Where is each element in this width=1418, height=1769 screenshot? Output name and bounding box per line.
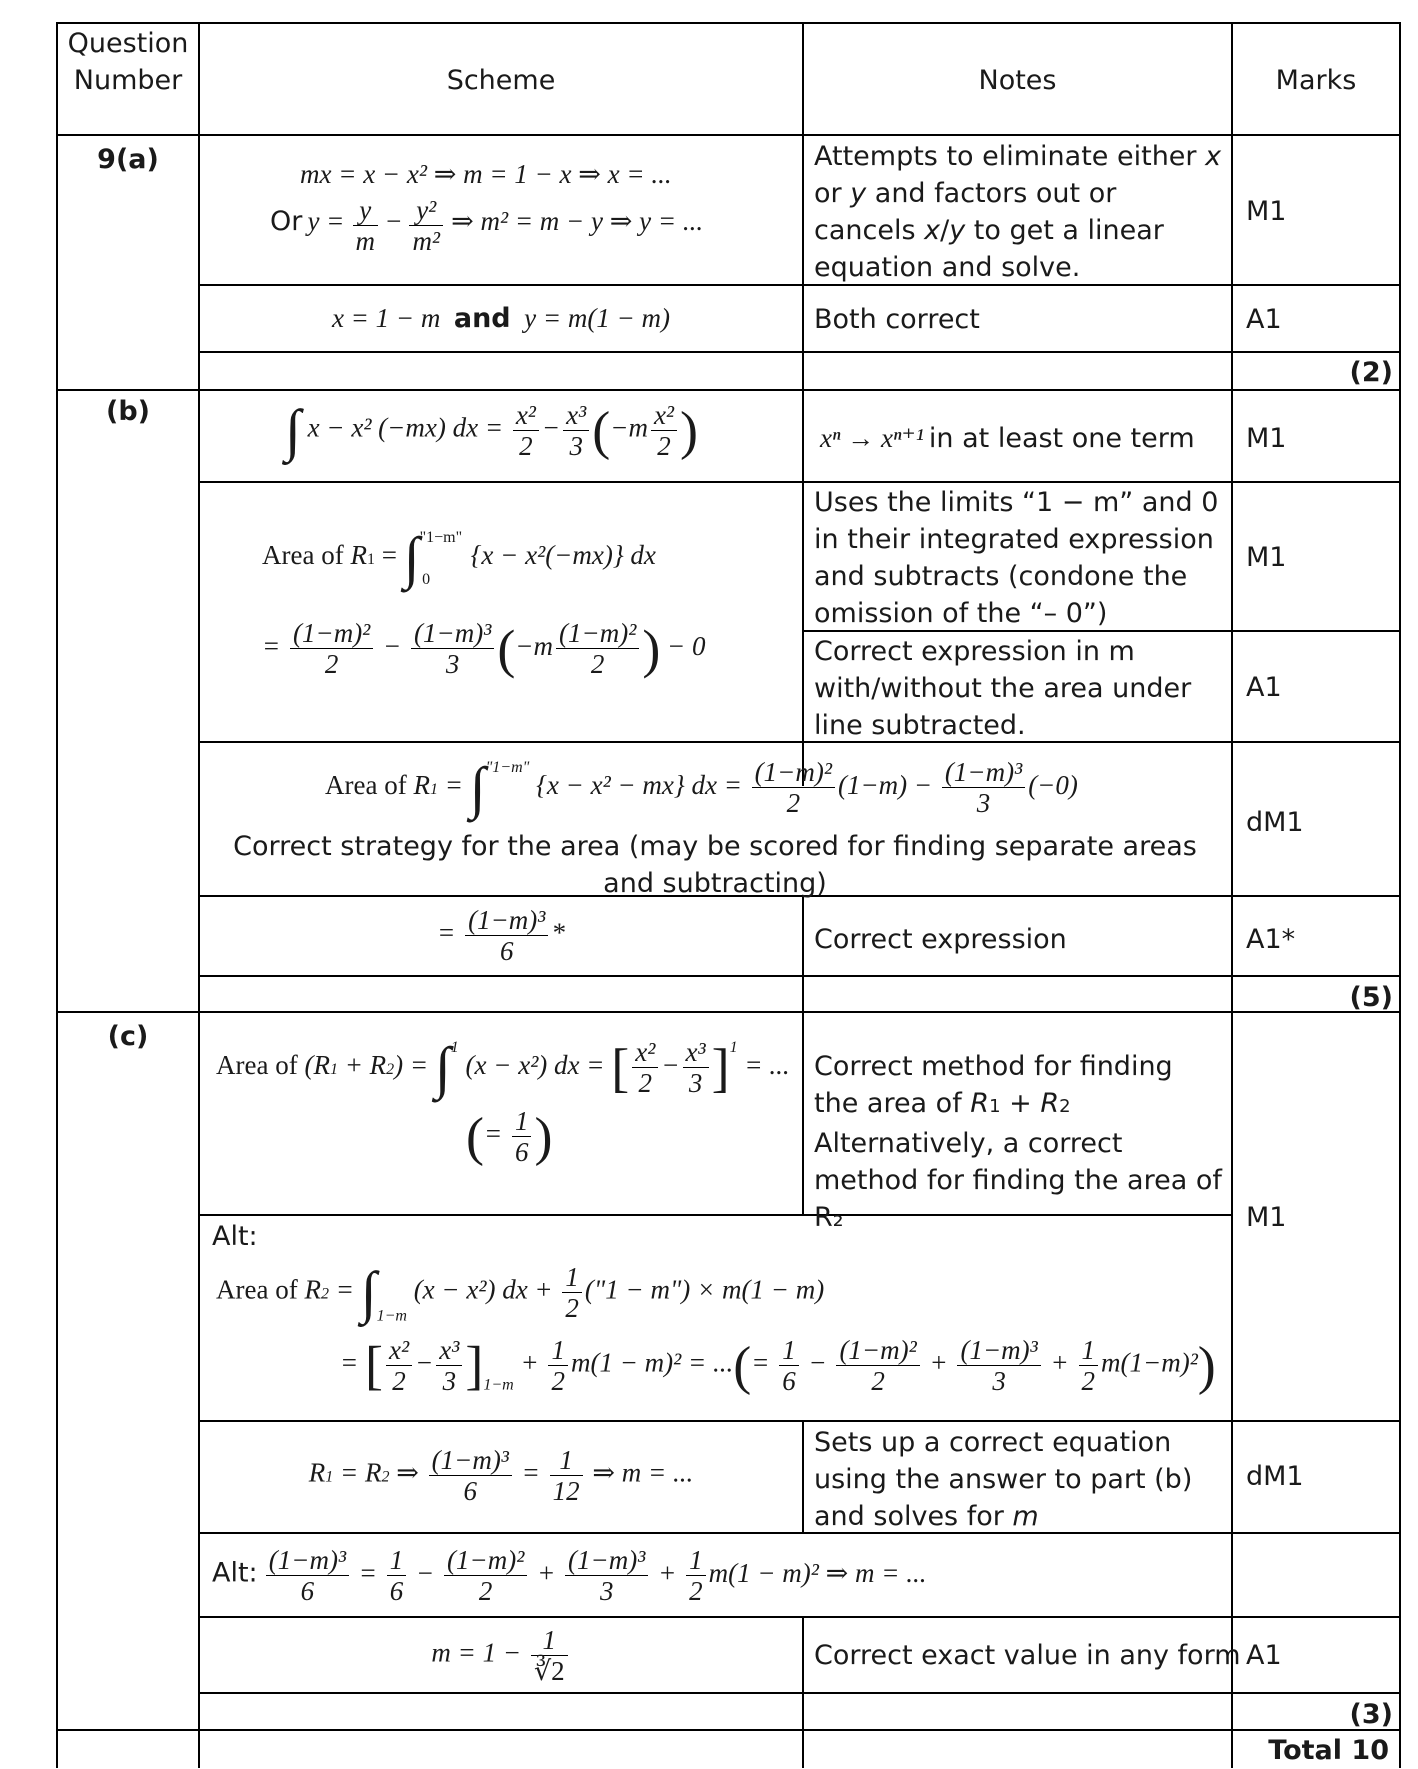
- header-question-number: [58, 25, 198, 99]
- part-a-note2: Both correct: [814, 304, 980, 335]
- part-b-mark3: A1: [1246, 672, 1282, 703]
- header-marks: Marks: [1275, 65, 1357, 96]
- part-c-alt1: Area of $R2 = \int_{1-m}$ (x − x²) dx + $\frac{1}{2}$ ("1 − m") × m(1 − m): [216, 1259, 825, 1325]
- part-b-total: (5): [1349, 982, 1393, 1013]
- part-c-total: (3): [1349, 1699, 1393, 1730]
- part-c-scheme2: R1 = R2 ⇒ $\frac{\text{(1−m)³}}{6}$ = $\frac{1}{12}$ ⇒ m = ...: [308, 1445, 694, 1506]
- fraction-y-over-m: $\frac{y}{m}$: [353, 195, 379, 256]
- part-c-mark3: A1: [1246, 1640, 1282, 1671]
- part-b-scheme1: ∫ x − x² (−mx) dx = $\frac{\text{x²}}{2}$ − $\frac{\text{x³}}{3}$ (−m $\frac{\text{x²}}{2}$ ): [285, 397, 699, 463]
- part-b-note3: Correct expression in m with/without the area under line subtracted.: [814, 636, 1192, 741]
- fraction-y2-over-m2: $\frac{\text{y²}}{\text{m²}}$: [409, 195, 443, 256]
- integral-sign: ∫: [285, 397, 301, 463]
- part-b-label: (b): [105, 396, 150, 427]
- part-c-mark1: M1: [1246, 1202, 1287, 1233]
- header-scheme: Scheme: [446, 65, 556, 96]
- part-a-label: 9(a): [97, 144, 159, 175]
- part-b-scheme2: Area of R1 = ∫$^{"1-m"}_0$ {x − x²(−mx)} dx = $\frac{\text{(1−m)²}}{2}$ − $\frac{\text{(1−m)³}}{3}$ (−m $\frac{\text{(1−m)²}}{2}$ ) − 0: [262, 524, 706, 679]
- total-marks: Total 10: [1268, 1735, 1389, 1766]
- part-c-scheme3: m = 1 − $\frac{1}{∛2}$: [200, 1625, 802, 1686]
- part-b-note4: Correct expression: [814, 924, 1067, 955]
- part-a-total: (2): [1349, 357, 1393, 388]
- part-b-mark5: A1*: [1246, 924, 1296, 955]
- part-b-mark1: M1: [1246, 423, 1287, 454]
- part-b-note2: Uses the limits “1 − m” and 0 in their integrated expression and subtracts (condone the omission of the “– 0”): [814, 487, 1219, 629]
- part-a-scheme-line1: [300, 156, 780, 192]
- part-b-scheme3-note: Correct strategy for the area (may be scored for finding separate areas and subtracting): [233, 831, 1197, 899]
- part-c-note2: Sets up a correct equation using the answer to part (b) and solves for m: [814, 1427, 1193, 1532]
- part-a-note1: Attempts to eliminate either x or y and factors out or cancels x/y to get a linear equation and solve.: [814, 141, 1222, 283]
- part-a-scheme2: x = 1 − m and y = m(1 − m): [331, 303, 671, 334]
- part-a-scheme-line2: Or y = $\frac{y}{m}$ − $\frac{\text{y²}}{\text{m²}}$ ⇒ m² = m − y ⇒ y = ...: [270, 195, 704, 256]
- part-a-or: Or: [270, 206, 303, 237]
- part-c-alt-label: Alt:: [212, 1221, 258, 1252]
- part-c-alt3: Alt: $\frac{\text{(1−m)³}}{6}$ = $\frac{1}{6}$ − $\frac{\text{(1−m)²}}{2}$ + $\frac{\text{(1−m)³}}{3}$ + $\frac{1}{2}$ m(1 − m)² ⇒ m = ...: [212, 1545, 927, 1606]
- part-b-mark2: M1: [1246, 542, 1287, 573]
- part-a-y-eq: y =: [307, 206, 345, 236]
- part-c-note1: Correct method for finding the area of R1 + R2 Alternatively, a correct method for finding the area of R₂: [814, 1051, 1222, 1233]
- part-a-scheme-line1-text: mx = x − x² ⇒ m = 1 − x ⇒ x = ...: [300, 159, 672, 189]
- part-c-mark2: dM1: [1246, 1461, 1304, 1492]
- part-a-line2-rest: ⇒ m² = m − y ⇒ y = ...: [451, 206, 704, 236]
- part-b-scheme4: = $\frac{\text{(1−m)³}}{6}$ *: [437, 905, 565, 966]
- part-b-mark4: dM1: [1246, 807, 1304, 838]
- header-notes: Notes: [978, 65, 1057, 96]
- part-c-scheme1: Area of (R1 + R2) = ∫$^1$ (x − x²) dx = [ $\frac{\text{x²}}{2}$ − $\frac{\text{x³}}{3}$ ]$^1$ = ... (= $\frac{1}{6}$ ): [216, 1034, 790, 1168]
- part-c-note3: Correct exact value in any form: [814, 1640, 1241, 1671]
- part-c-alt2: = [ $\frac{\text{x²}}{2}$ − $\frac{\text{x³}}{3}$ ]$_{1-m}$ + $\frac{1}{2}$ m(1 − m)² = ...(= $\frac{1}{6}$ − $\frac{\text{(1−m)²}}{2}$ + $\frac{\text{(1−m)³}}{3}$ + $\frac{1}{2}$ m(1−m)²): [340, 1335, 1216, 1396]
- part-a-mark1: M1: [1246, 196, 1287, 227]
- part-a-mark2: A1: [1246, 304, 1282, 335]
- part-b-note1: xⁿ → xⁿ⁺¹ in at least one term: [820, 423, 1195, 454]
- header-question-number-text: Question Number: [67, 28, 189, 96]
- part-c-label: (c): [107, 1021, 149, 1052]
- part-b-scheme3: Area of R1 = ∫$^{"1-m"}$ {x − x² − mx} dx = $\frac{\text{(1−m)²}}{2}$ (1−m) − $\frac{\text{(1−m)³}}{3}$ (−0): [325, 754, 1078, 820]
